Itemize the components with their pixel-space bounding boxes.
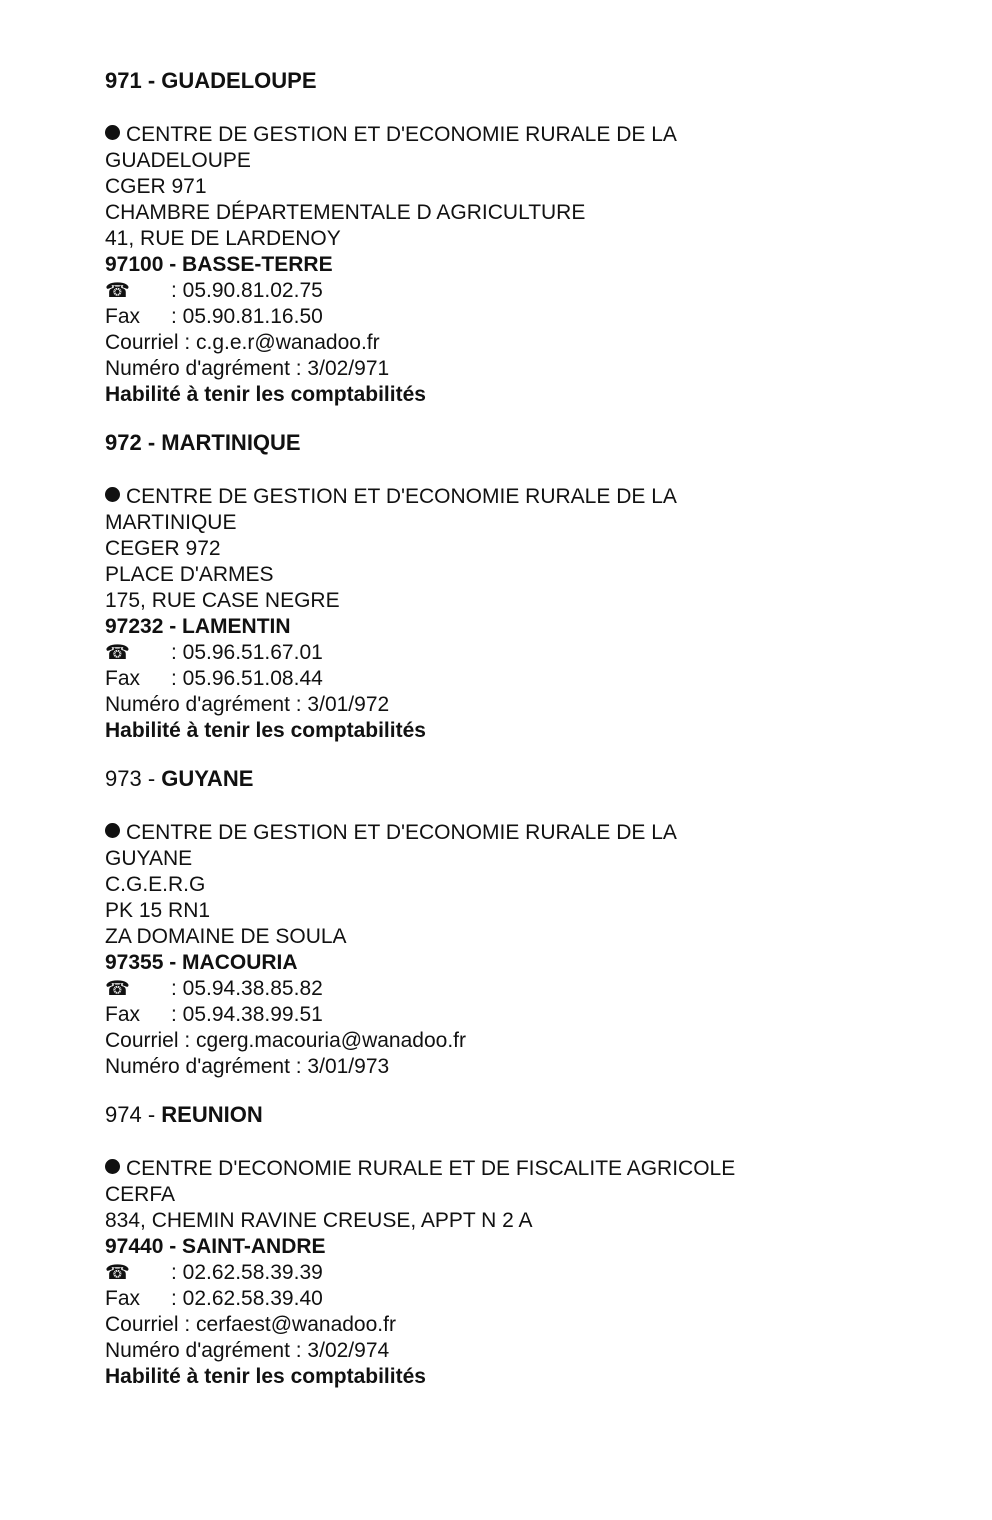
- telephone-line: ☎ : 05.94.38.85.82: [105, 977, 323, 1000]
- section-heading-974: 974 - REUNION: [105, 1102, 263, 1127]
- org-name: CENTRE DE GESTION ET D'ECONOMIE RURALE DE LA: [105, 122, 925, 148]
- bullet-icon: [105, 125, 120, 140]
- agrement-line: Numéro d'agrément : 3/01/972: [105, 693, 390, 716]
- habilite-line: Habilité à tenir les comptabilités: [105, 1365, 426, 1388]
- fax-line: Fax : 02.62.58.39.40: [105, 1287, 323, 1310]
- org-name: CENTRE DE GESTION ET D'ECONOMIE RURALE DE LA: [105, 484, 925, 510]
- org-acronym: C.G.E.R.G: [105, 873, 206, 896]
- address-line-2: 41, RUE DE LARDENOY: [105, 227, 341, 250]
- agrement-line: Numéro d'agrément : 3/02/974: [105, 1339, 390, 1362]
- org-name-cont: GUYANE: [105, 847, 193, 870]
- habilite-line: Habilité à tenir les comptabilités: [105, 383, 426, 406]
- org-name-cont: MARTINIQUE: [105, 511, 237, 534]
- org-acronym: CERFA: [105, 1183, 176, 1206]
- fax-line: Fax : 05.90.81.16.50: [105, 305, 323, 328]
- postal-city: 97100 - BASSE-TERRE: [105, 253, 333, 276]
- bullet-icon: [105, 1159, 120, 1174]
- email-line: Courriel : cerfaest@wanadoo.fr: [105, 1313, 396, 1336]
- bullet-icon: [105, 487, 120, 502]
- address-line-2: 175, RUE CASE NEGRE: [105, 589, 340, 612]
- telephone-line: ☎ : 05.96.51.67.01: [105, 641, 323, 664]
- fax-line: Fax : 05.94.38.99.51: [105, 1003, 323, 1026]
- address-line-1: CHAMBRE DÉPARTEMENTALE D AGRICULTURE: [105, 201, 586, 224]
- telephone-line: ☎ : 02.62.58.39.39: [105, 1261, 323, 1284]
- telephone-icon: ☎: [105, 1262, 130, 1284]
- org-acronym: CEGER 972: [105, 537, 221, 560]
- document-page: [105, 66, 925, 1390]
- org-acronym: CGER 971: [105, 175, 207, 198]
- fax-line: Fax : 05.96.51.08.44: [105, 667, 323, 690]
- habilite-line: Habilité à tenir les comptabilités: [105, 719, 426, 742]
- org-name-cont: GUADELOUPE: [105, 149, 251, 172]
- agrement-line: Numéro d'agrément : 3/01/973: [105, 1055, 390, 1078]
- section-heading-973: 973 - GUYANE: [105, 766, 254, 791]
- section-heading-972: 972 - MARTINIQUE: [105, 430, 301, 455]
- agrement-line: Numéro d'agrément : 3/02/971: [105, 357, 390, 380]
- postal-city: 97355 - MACOURIA: [105, 951, 298, 974]
- telephone-icon: ☎: [105, 642, 130, 664]
- bullet-icon: [105, 823, 120, 838]
- telephone-icon: ☎: [105, 978, 130, 1000]
- address-line-2: ZA DOMAINE DE SOULA: [105, 925, 347, 948]
- telephone-line: ☎ : 05.90.81.02.75: [105, 279, 323, 302]
- org-name: CENTRE DE GESTION ET D'ECONOMIE RURALE DE LA: [105, 820, 925, 846]
- address-line-1: PK 15 RN1: [105, 899, 211, 922]
- telephone-icon: ☎: [105, 280, 130, 302]
- postal-city: 97232 - LAMENTIN: [105, 615, 291, 638]
- postal-city: 97440 - SAINT-ANDRE: [105, 1235, 326, 1258]
- org-name: CENTRE D'ECONOMIE RURALE ET DE FISCALITE AGRICOLE: [105, 1156, 925, 1182]
- email-line: Courriel : c.g.e.r@wanadoo.fr: [105, 331, 380, 354]
- address-line-1: 834, CHEMIN RAVINE CREUSE, APPT N 2 A: [105, 1209, 533, 1232]
- email-line: Courriel : cgerg.macouria@wanadoo.fr: [105, 1029, 466, 1052]
- section-heading-971: 971 - GUADELOUPE: [105, 68, 317, 93]
- address-line-1: PLACE D'ARMES: [105, 563, 274, 586]
